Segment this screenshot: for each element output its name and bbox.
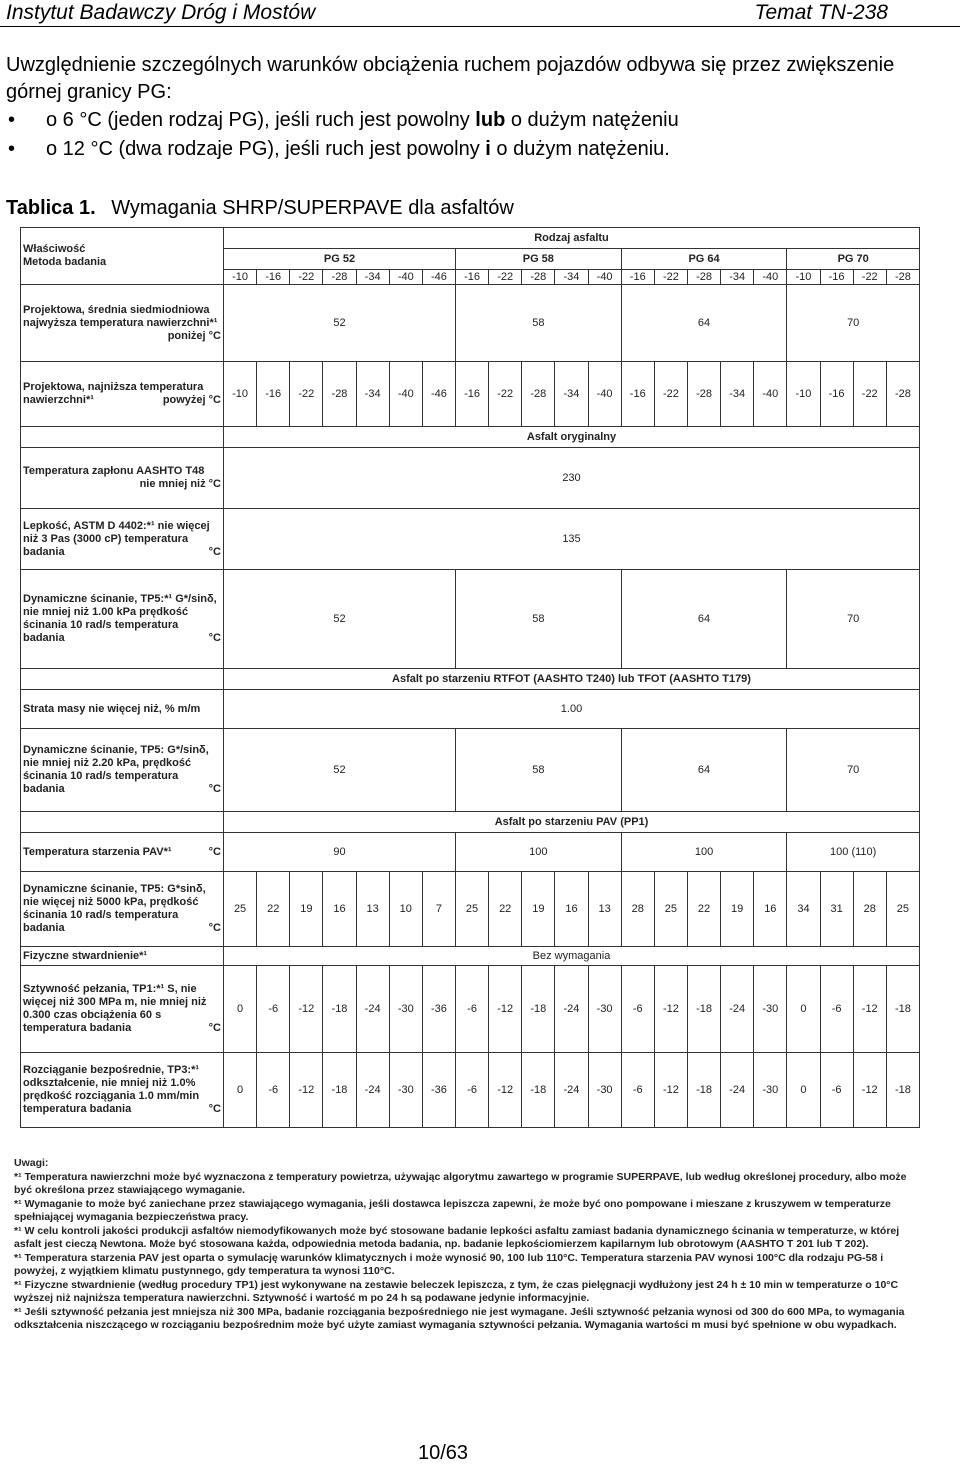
value: 0 <box>224 966 257 1053</box>
value: -30 <box>754 1053 787 1128</box>
table-row <box>21 427 920 448</box>
header-institute: Instytut Badawczy Dróg i Mostów <box>6 1 316 24</box>
value: -18 <box>522 966 555 1053</box>
value: -28 <box>323 362 356 427</box>
value: -16 <box>820 362 853 427</box>
value: -24 <box>721 1053 754 1128</box>
group-value: 100 <box>455 833 621 872</box>
note-item: *¹ Fizyczne stwardnienie (według procedury TP1) jest wykonywane na zestawie beleczek lepiszcza, z tym, że czas pielęgnacji wydłużony jest 24 h ± 10 min w temperaturze o 10°C wyższej niż najniższa temperatura nawierzchni. Sztywność i wartość m po 24 h są podawane jedynie informacyjnie. <box>14 1278 899 1304</box>
blank <box>21 812 224 833</box>
grade-temp: -10 <box>787 270 820 285</box>
value: -18 <box>323 966 356 1053</box>
row-label-text: Dynamiczne ścinanie, TP5:*¹ G*/sinδ, nie mniej niż 1.00 kPa prędkość ścinania 10 rad/s temperatura badania <box>23 593 217 644</box>
value: -40 <box>588 362 621 427</box>
value: -46 <box>422 362 455 427</box>
value: -36 <box>422 966 455 1053</box>
note-item: *¹ Jeśli sztywność pełzania jest mniejsza niż 300 MPa, badanie rozciągania bezpośredniego nie jest wymagane. Jeśli sztywność pełzania wynosi od 300 do 600 MPa, to wymagania odkształcenia niszczącego w rozciąganiu bezpośrednim może być użyte zamiast wymagania sztywności pełzania. Wymagania wartości m musi być spełnione w obu wypadkach. <box>14 1305 905 1331</box>
value: -30 <box>588 1053 621 1128</box>
value: 1.00 <box>224 690 920 729</box>
group-value: 52 <box>224 729 456 812</box>
value: -24 <box>356 966 389 1053</box>
value: -12 <box>853 966 886 1053</box>
value: -18 <box>522 1053 555 1128</box>
value: -6 <box>455 966 488 1053</box>
row-label <box>21 690 224 729</box>
value: 0 <box>787 966 820 1053</box>
value: -18 <box>687 1053 720 1128</box>
value: 25 <box>224 872 257 947</box>
page-header <box>0 0 960 27</box>
row-unit: poniżej °C <box>167 329 221 342</box>
row-unit: powyżej °C <box>162 394 221 406</box>
table-caption-text: Wymagania SHRP/SUPERPAVE dla asfaltów <box>111 197 514 219</box>
group-value: 70 <box>787 729 920 812</box>
grade-temp: -28 <box>323 270 356 285</box>
grade-temp: -28 <box>687 270 720 285</box>
table-row <box>21 690 920 729</box>
table-row <box>21 448 920 509</box>
table-caption-label: Tablica 1. <box>6 197 96 219</box>
value: -10 <box>787 362 820 427</box>
notes-section <box>14 1157 919 1333</box>
value: -6 <box>257 966 290 1053</box>
group-value: 90 <box>224 833 456 872</box>
row-unit: °C <box>208 545 221 558</box>
table-caption <box>6 197 514 220</box>
grade-temp: -40 <box>588 270 621 285</box>
value: -24 <box>721 966 754 1053</box>
value: 13 <box>588 872 621 947</box>
value: -12 <box>290 966 323 1053</box>
table-row <box>21 729 920 812</box>
value: 28 <box>621 872 654 947</box>
grade-temp: -16 <box>820 270 853 285</box>
row-label <box>21 729 224 812</box>
group-value: 64 <box>621 729 787 812</box>
note-item: *¹ Wymaganie to może być zaniechane przez stawiającego wymagania, jeśli dostawca lepiszcza zapewni, że może być ono pompowane i mieszane z kruszywem w temperaturze spełniającej wymagania bezpieczeństwa pracy. <box>14 1197 891 1223</box>
value: -18 <box>886 966 919 1053</box>
row-label-text: Lepkość, ASTM D 4402:*¹ nie więcej niż 3 Pas (3000 cP) temperatura badania <box>23 519 210 558</box>
value: -16 <box>455 362 488 427</box>
value: -24 <box>356 1053 389 1128</box>
header-property: Właściwość Metoda badania <box>21 228 224 285</box>
value: -24 <box>555 1053 588 1128</box>
bullet-icon: • <box>8 109 16 131</box>
value: -6 <box>621 1053 654 1128</box>
notes-list <box>14 1171 919 1333</box>
row-label-text: Dynamiczne ścinanie, TP5: G*/sinδ, nie mniej niż 2.20 kPa, prędkość ścinania 10 rad/s temperatura badania <box>23 744 209 795</box>
table-row <box>21 966 920 1053</box>
value: -30 <box>754 966 787 1053</box>
bullet-icon: • <box>8 138 16 160</box>
row-label-text: Rozciąganie bezpośrednie, TP3:*¹ odkształcenie, nie mniej niż 1.0% prędkość rozciągania 1.0 mm/min temperatura badania <box>23 1064 200 1115</box>
value: -28 <box>687 362 720 427</box>
value: 22 <box>687 872 720 947</box>
row-label-text: Sztywność pełzania, TP1:*¹ S, nie więcej niż 300 MPa m, nie mniej niż 0.300 czas obciążenia 60 s temperatura badania <box>23 983 207 1034</box>
header-topic: Temat TN-238 <box>754 1 888 24</box>
row-label <box>21 966 224 1053</box>
table-row <box>21 669 920 690</box>
grade-group: PG 70 <box>787 249 920 270</box>
value: -22 <box>853 362 886 427</box>
page-number: 10/63 <box>418 1442 469 1464</box>
table-row <box>21 812 920 833</box>
value: -24 <box>555 966 588 1053</box>
grade-temp: -16 <box>621 270 654 285</box>
grade-temp: -16 <box>455 270 488 285</box>
row-label <box>21 872 224 947</box>
grade-temp: -34 <box>555 270 588 285</box>
bullet-item: • o 6 °C (jeden rodzaj PG), jeśli ruch jest powolny lub o dużym natężeniu <box>8 107 32 134</box>
group-value: 64 <box>621 285 787 362</box>
value: -12 <box>654 966 687 1053</box>
row-unit: °C <box>208 1103 221 1115</box>
group-value: 64 <box>621 570 787 669</box>
note-item: *¹ W celu kontroli jakości produkcji asfaltów niemodyfikowanych może być stosowane badanie lepkości asfaltu zamiast badania dynamicznego ścinania w temperaturze, w której asfalt jest cieczą Newtona. Może być stosowana każda, odpowiednia metoda badania, np. badanie lepkościomierzem kapilarnym lub obrotowym (AASHTO T 201 lub T 202). <box>14 1224 900 1250</box>
section-title: Asfalt po starzeniu PAV (PP1) <box>224 812 920 833</box>
table-row <box>21 833 920 872</box>
value: -34 <box>356 362 389 427</box>
value: -18 <box>886 1053 919 1128</box>
value: 25 <box>455 872 488 947</box>
value: -34 <box>721 362 754 427</box>
value: -22 <box>290 362 323 427</box>
blank <box>21 427 224 448</box>
row-label-text: Temperatura zapłonu AASHTO T48 <box>23 465 205 477</box>
value: 31 <box>820 872 853 947</box>
row-unit: °C <box>208 632 221 644</box>
grade-group: PG 58 <box>455 249 621 270</box>
value: -18 <box>323 1053 356 1128</box>
value: 230 <box>224 448 920 509</box>
value: Bez wymagania <box>224 947 920 966</box>
value: 7 <box>422 872 455 947</box>
group-value: 58 <box>455 285 621 362</box>
table-row <box>21 362 920 427</box>
value: 13 <box>356 872 389 947</box>
grade-temp: -28 <box>522 270 555 285</box>
value: 28 <box>853 872 886 947</box>
requirements-table <box>20 227 920 1128</box>
blank <box>21 669 224 690</box>
value: -18 <box>687 966 720 1053</box>
table-row <box>21 947 920 966</box>
row-label <box>21 509 224 570</box>
value: -28 <box>522 362 555 427</box>
grade-temp: -34 <box>356 270 389 285</box>
value: -12 <box>290 1053 323 1128</box>
group-value: 100 <box>621 833 787 872</box>
row-unit: °C <box>208 783 221 795</box>
row-unit: °C <box>208 1022 221 1034</box>
value: -6 <box>257 1053 290 1128</box>
grade-temp: -10 <box>224 270 257 285</box>
value: -6 <box>820 1053 853 1128</box>
row-label <box>21 448 224 509</box>
value: 34 <box>787 872 820 947</box>
value: 25 <box>886 872 919 947</box>
row-label <box>21 570 224 669</box>
row-label-text: Fizyczne stwardnienie*¹ <box>23 949 148 962</box>
notes-title: Uwagi: <box>14 1157 49 1169</box>
value: -34 <box>555 362 588 427</box>
value: -12 <box>853 1053 886 1128</box>
note-item: *¹ Temperatura nawierzchni może być wyznaczona z temperatury powietrza, używając algorytmu zawartego w programie SUPERPAVE, lub według określonej procedury, albo może być określona przez stawiającego wymaganie. <box>14 1170 907 1196</box>
group-value: 70 <box>787 570 920 669</box>
group-value: 58 <box>455 570 621 669</box>
bullet-item: • o 12 °C (dwa rodzaje PG), jeśli ruch jest powolny i o dużym natężeniu. <box>8 136 32 163</box>
group-value: 58 <box>455 729 621 812</box>
grade-temp: -34 <box>721 270 754 285</box>
value: -22 <box>654 362 687 427</box>
header-asphalt-type: Rodzaj asfaltu <box>224 228 920 249</box>
row-label <box>21 833 224 872</box>
row-label-text: Projektowa, najniższa temperatura nawierzchni*¹ <box>23 381 204 406</box>
value: 22 <box>257 872 290 947</box>
value: 10 <box>389 872 422 947</box>
group-value: 52 <box>224 570 456 669</box>
group-value: 70 <box>787 285 920 362</box>
value: -40 <box>389 362 422 427</box>
value: 25 <box>654 872 687 947</box>
value: -6 <box>820 966 853 1053</box>
row-unit: °C <box>208 922 221 934</box>
value: 0 <box>787 1053 820 1128</box>
table-row <box>21 228 920 249</box>
intro-paragraph: Uwzględnienie szczególnych warunków obciążenia ruchem pojazdów odbywa się przez zwiększenie górnej granicy PG: <box>6 54 895 103</box>
value: -30 <box>588 966 621 1053</box>
grade-temp: -22 <box>489 270 522 285</box>
value: -6 <box>621 966 654 1053</box>
value: 19 <box>290 872 323 947</box>
value: 19 <box>522 872 555 947</box>
note-item: *¹ Temperatura starzenia PAV jest oparta o symulację warunków klimatycznych i może wynosić 90, 100 lub 110°C. Temperatura starzenia PAV wynosi 100°C dla rodzaju PG-58 i powyżej, z wyjątkiem klimatu pustynnego, gdy temperatura ta wynosi 110°C. <box>14 1251 884 1277</box>
grade-group: PG 64 <box>621 249 787 270</box>
value: 19 <box>721 872 754 947</box>
value: 22 <box>489 872 522 947</box>
grade-temp: -40 <box>389 270 422 285</box>
grade-temp: -40 <box>754 270 787 285</box>
table-row <box>21 509 920 570</box>
value: -30 <box>389 966 422 1053</box>
row-label <box>21 1053 224 1128</box>
value: 135 <box>224 509 920 570</box>
table-row <box>21 285 920 362</box>
row-unit: °C <box>208 845 221 858</box>
value: -40 <box>754 362 787 427</box>
group-value: 52 <box>224 285 456 362</box>
row-label <box>21 362 224 427</box>
row-unit: nie mniej niż °C <box>139 478 221 490</box>
row-label-text: Strata masy nie więcej niż, % m/m <box>23 702 201 715</box>
grade-temp: -28 <box>886 270 919 285</box>
table-row <box>21 570 920 669</box>
table-row <box>21 1053 920 1128</box>
value: -30 <box>389 1053 422 1128</box>
value: -12 <box>489 966 522 1053</box>
row-label-text: Dynamiczne ścinanie, TP5: G*sinδ, nie więcej niż 5000 kPa, prędkość ścinania 10 rad/s temperatura badania <box>23 883 206 934</box>
value: -12 <box>654 1053 687 1128</box>
grade-temp: -16 <box>257 270 290 285</box>
section-title: Asfalt po starzeniu RTFOT (AASHTO T240) lub TFOT (AASHTO T179) <box>224 669 920 690</box>
grade-temp: -22 <box>290 270 323 285</box>
row-label <box>21 285 224 362</box>
row-label-text: Temperatura starzenia PAV*¹ <box>23 845 172 858</box>
value: -36 <box>422 1053 455 1128</box>
value: -28 <box>886 362 919 427</box>
row-label-text: Projektowa, średnia siedmiodniowa najwyższa temperatura nawierzchni*¹ <box>23 303 218 329</box>
value: 16 <box>754 872 787 947</box>
group-value: 100 (110) <box>787 833 920 872</box>
row-label <box>21 947 224 966</box>
grade-temp: -46 <box>422 270 455 285</box>
grade-temp: -22 <box>853 270 886 285</box>
grade-group: PG 52 <box>224 249 456 270</box>
value: -10 <box>224 362 257 427</box>
table-row <box>21 872 920 947</box>
value: -16 <box>257 362 290 427</box>
value: -22 <box>489 362 522 427</box>
value: 0 <box>224 1053 257 1128</box>
value: -6 <box>455 1053 488 1128</box>
value: 16 <box>323 872 356 947</box>
section-title: Asfalt oryginalny <box>224 427 920 448</box>
grade-temp: -22 <box>654 270 687 285</box>
value: -16 <box>621 362 654 427</box>
value: -12 <box>489 1053 522 1128</box>
value: 16 <box>555 872 588 947</box>
